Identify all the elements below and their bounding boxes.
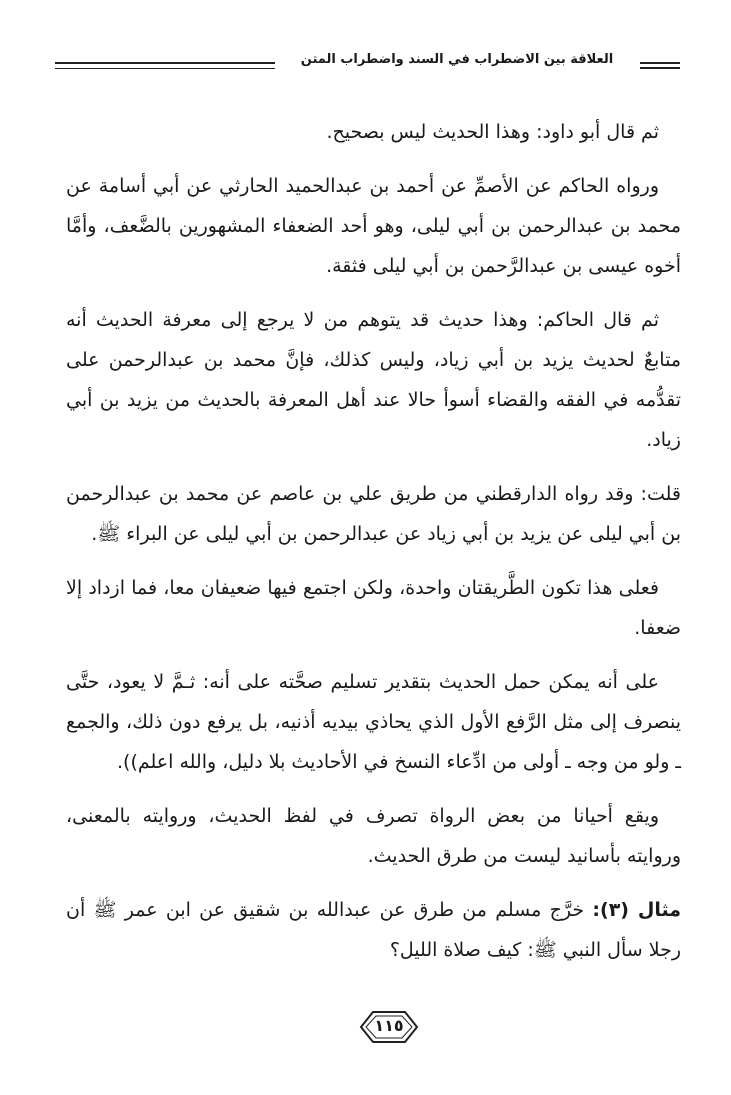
page-number: ١١٥ [374, 1016, 404, 1035]
page-number-ornament [357, 1008, 421, 1046]
paragraph-8 [66, 890, 681, 970]
example-label: مثال (٣): [592, 899, 681, 921]
running-header [55, 52, 680, 76]
paragraph-2: ورواه الحاكم عن الأصمِّ عن أحمد بن عبدالحميد الحارثي عن أبي أسامة عن محمد بن عبدالرحمن بن أبي ليلى، وهو أحد الضعفاء المشهورين بالضَّعف، وأمَّا أخوه عيسى بن عبدالرَّحمن بن أبي ليلى فثقة. [66, 175, 681, 277]
header-title: العلاقة بين الاضطراب في السند واضطراب المتن [300, 52, 614, 67]
header-rule-left [55, 62, 275, 69]
header-rule-right [640, 62, 680, 69]
body-text [66, 112, 681, 984]
paragraph-1: ثم قال أبو داود: وهذا الحديث ليس بصحيح. [326, 121, 659, 143]
paragraph-5: فعلى هذا تكون الطَّريقتان واحدة، ولكن اجتمع فيها ضعيفان معا، فما ازداد إلا ضعفا. [66, 577, 681, 639]
paragraph-6: على أنه يمكن حمل الحديث بتقدير تسليم صحَّته على أنه: ثـمَّ لا يعود، حتَّى ينصرف إلى مثل الرَّفع الأول الذي يحاذي بيديه أذنيه، بل يرفع دون ذلك، والجمع ـ ولو من وجه ـ أولى من ادِّعاء النسخ في الأحاديث بلا دليل، والله اعلم)). [66, 671, 681, 773]
paragraph-4: قلت: وقد رواه الدارقطني من طريق علي بن عاصم عن محمد بن عبدالرحمن بن أبي ليلى عن يزيد بن أبي زياد عن عبدالرحمن بن أبي ليلى عن البراء ﷺ. [66, 483, 681, 545]
paragraph-7: ويقع أحيانا من بعض الرواة تصرف في لفظ الحديث، وروايته بالمعنى، وروايته بأسانيد ليست من طرق الحديث. [66, 805, 681, 867]
example-text: خرَّج مسلم من طرق عن عبدالله بن شقيق عن ابن عمر ﷺ أن رجلا سأل النبي ﷺ: كيف صلاة الليل؟ [66, 899, 681, 961]
paragraph-3: ثم قال الحاكم: وهذا حديث قد يتوهم من لا يرجع إلى معرفة الحديث أنه متابعٌ لحديث يزيد بن أبي زياد، وليس كذلك، فإنَّ محمد بن عبدالرحمن على تقدُّمه في الفقه والقضاء أسوأ حالا عند أهل المعرفة بالحديث من يزيد بن أبي زياد. [66, 309, 681, 451]
